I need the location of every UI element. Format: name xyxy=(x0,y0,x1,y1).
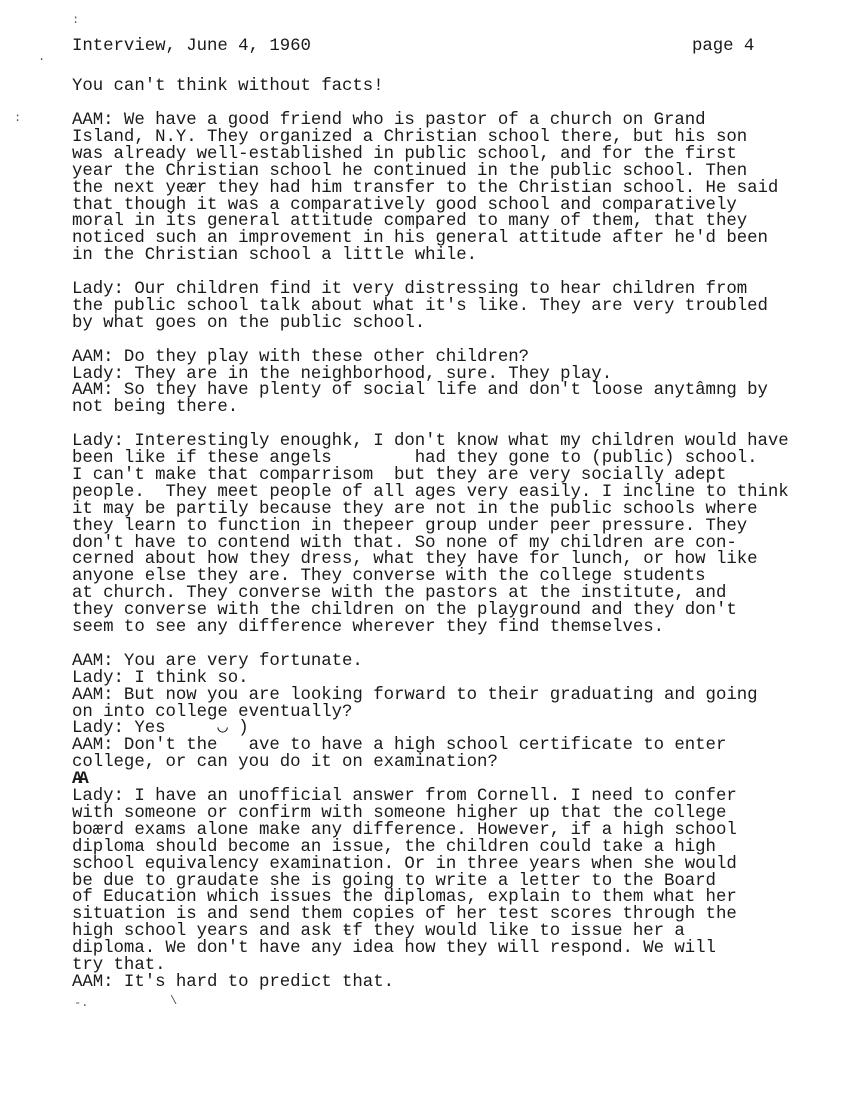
transcript-line: that though it was a comparatively good school and comparatively xyxy=(72,195,737,215)
transcript-line: year the Christian school he continued in the public school. Then xyxy=(72,161,748,181)
transcript-line: Lady: Yes ◡ ) xyxy=(72,719,249,739)
transcript-line: AAM: It's hard to predict that. xyxy=(72,972,394,992)
transcript-line: it may be partily because they are not in the public schools where xyxy=(72,499,758,519)
transcript-line: seem to see any difference wherever they find themselves. xyxy=(72,618,665,637)
transcript-line: the next yeær they had him transfer to the Christian school. He said xyxy=(72,178,779,198)
transcript-line: I can't make that comparrisom but they are very socially adept xyxy=(72,465,727,485)
transcript-line: Lady: I think so. xyxy=(72,668,249,688)
transcript-line: boærd exams alone make any difference. However, if a high school xyxy=(72,820,737,840)
transcript-line: AAM: We have a good friend who is pastor of a church on Grand xyxy=(72,111,706,130)
transcript-line: was already well-established in public school, and for the first xyxy=(72,144,737,164)
transcript-line: on into college eventually? xyxy=(72,702,353,722)
transcript-line: of Education which issues the diplomas, explain to them what her xyxy=(72,888,737,908)
transcript-line: at church. They converse with the pastors at the institute, and xyxy=(72,584,727,604)
transcript-line: noticed such an improvement in his general attitude after he'd been xyxy=(72,229,768,249)
heading: You can't think without facts! xyxy=(72,77,384,96)
margin-mark: : xyxy=(14,111,22,125)
header-title: Interview, June 4, 1960 xyxy=(72,37,311,56)
transcript-line: people. They meet people of all ages very easily. I incline to think xyxy=(72,482,789,502)
margin-mark: -. xyxy=(74,996,89,1010)
margin-mark: \ xyxy=(170,994,178,1008)
margin-mark: . xyxy=(38,50,46,64)
transcript-line: school equivalency examination. Or in three years when she would xyxy=(72,854,737,874)
transcript-line: the public school talk about what it's like. They are very troubled xyxy=(72,296,768,316)
transcript-line: Lady: I have an unofficial answer from Cornell. I need to confer xyxy=(72,787,737,806)
transcript-line: AAM: So they have plenty of social life and don't loose anytâmng by xyxy=(72,381,768,401)
transcript-line: diploma. We don't have any idea how they will respond. We will xyxy=(72,939,716,959)
transcript-line: by what goes on the public school. xyxy=(72,313,426,333)
transcript-line: they learn to function in thepeer group under peer pressure. They xyxy=(72,516,748,536)
transcript-line: not being there. xyxy=(72,398,239,418)
transcript-line: they converse with the children on the playground and they don't xyxy=(72,601,737,621)
transcript-line: Island, N.Y. They organized a Christian school there, but his son xyxy=(72,127,748,147)
transcript-line: try that. xyxy=(72,956,166,975)
transcript-line: anyone else they are. They converse with the college students xyxy=(72,567,706,587)
transcript-line: Lady: They are in the neighborhood, sure. They play. xyxy=(72,364,613,384)
transcript-line: AA xyxy=(72,770,85,790)
transcript-line: don't have to contend with that. So none of my children are con- xyxy=(72,533,737,553)
transcript-line: diploma should become an issue, the children could take a high xyxy=(72,837,716,857)
transcript-line: be due to graudate she is going to write a letter to the Board xyxy=(72,871,716,891)
transcript-line: college, or can you do it on examination? xyxy=(72,753,498,773)
transcript-line: moral in its general attitude compared to many of them, that they xyxy=(72,212,748,232)
transcript-line: AAM: Don't the ave to have a high school certificate to enter xyxy=(72,736,727,756)
transcript-line: cerned about how they dress, what they have for lunch, or how like xyxy=(72,550,758,570)
page-number: page 4 xyxy=(692,37,755,56)
margin-mark: : xyxy=(72,13,80,27)
transcript-line: AAM: You are very fortunate. xyxy=(72,651,363,671)
transcript-line: situation is and send them copies of her test scores through the xyxy=(72,905,737,925)
transcript-line: Lady: Interestingly enoughk, I don't know what my children would have xyxy=(72,432,789,452)
transcript-line: been like if these angels had they gone to (public) school. xyxy=(72,449,758,468)
transcript-line: Lady: Our children find it very distressing to hear children from xyxy=(72,280,748,299)
transcript-line: AAM: Do they play with these other children? xyxy=(72,347,529,367)
transcript-line: AAM: But now you are looking forward to their graduating and going xyxy=(72,685,758,705)
transcript-line: with someone or confirm with someone higher up that the college xyxy=(72,803,727,823)
transcript-line: high school years and ask ŧf they would like to issue her a xyxy=(72,922,685,942)
transcript-line: in the Christian school a little while. xyxy=(72,246,478,266)
